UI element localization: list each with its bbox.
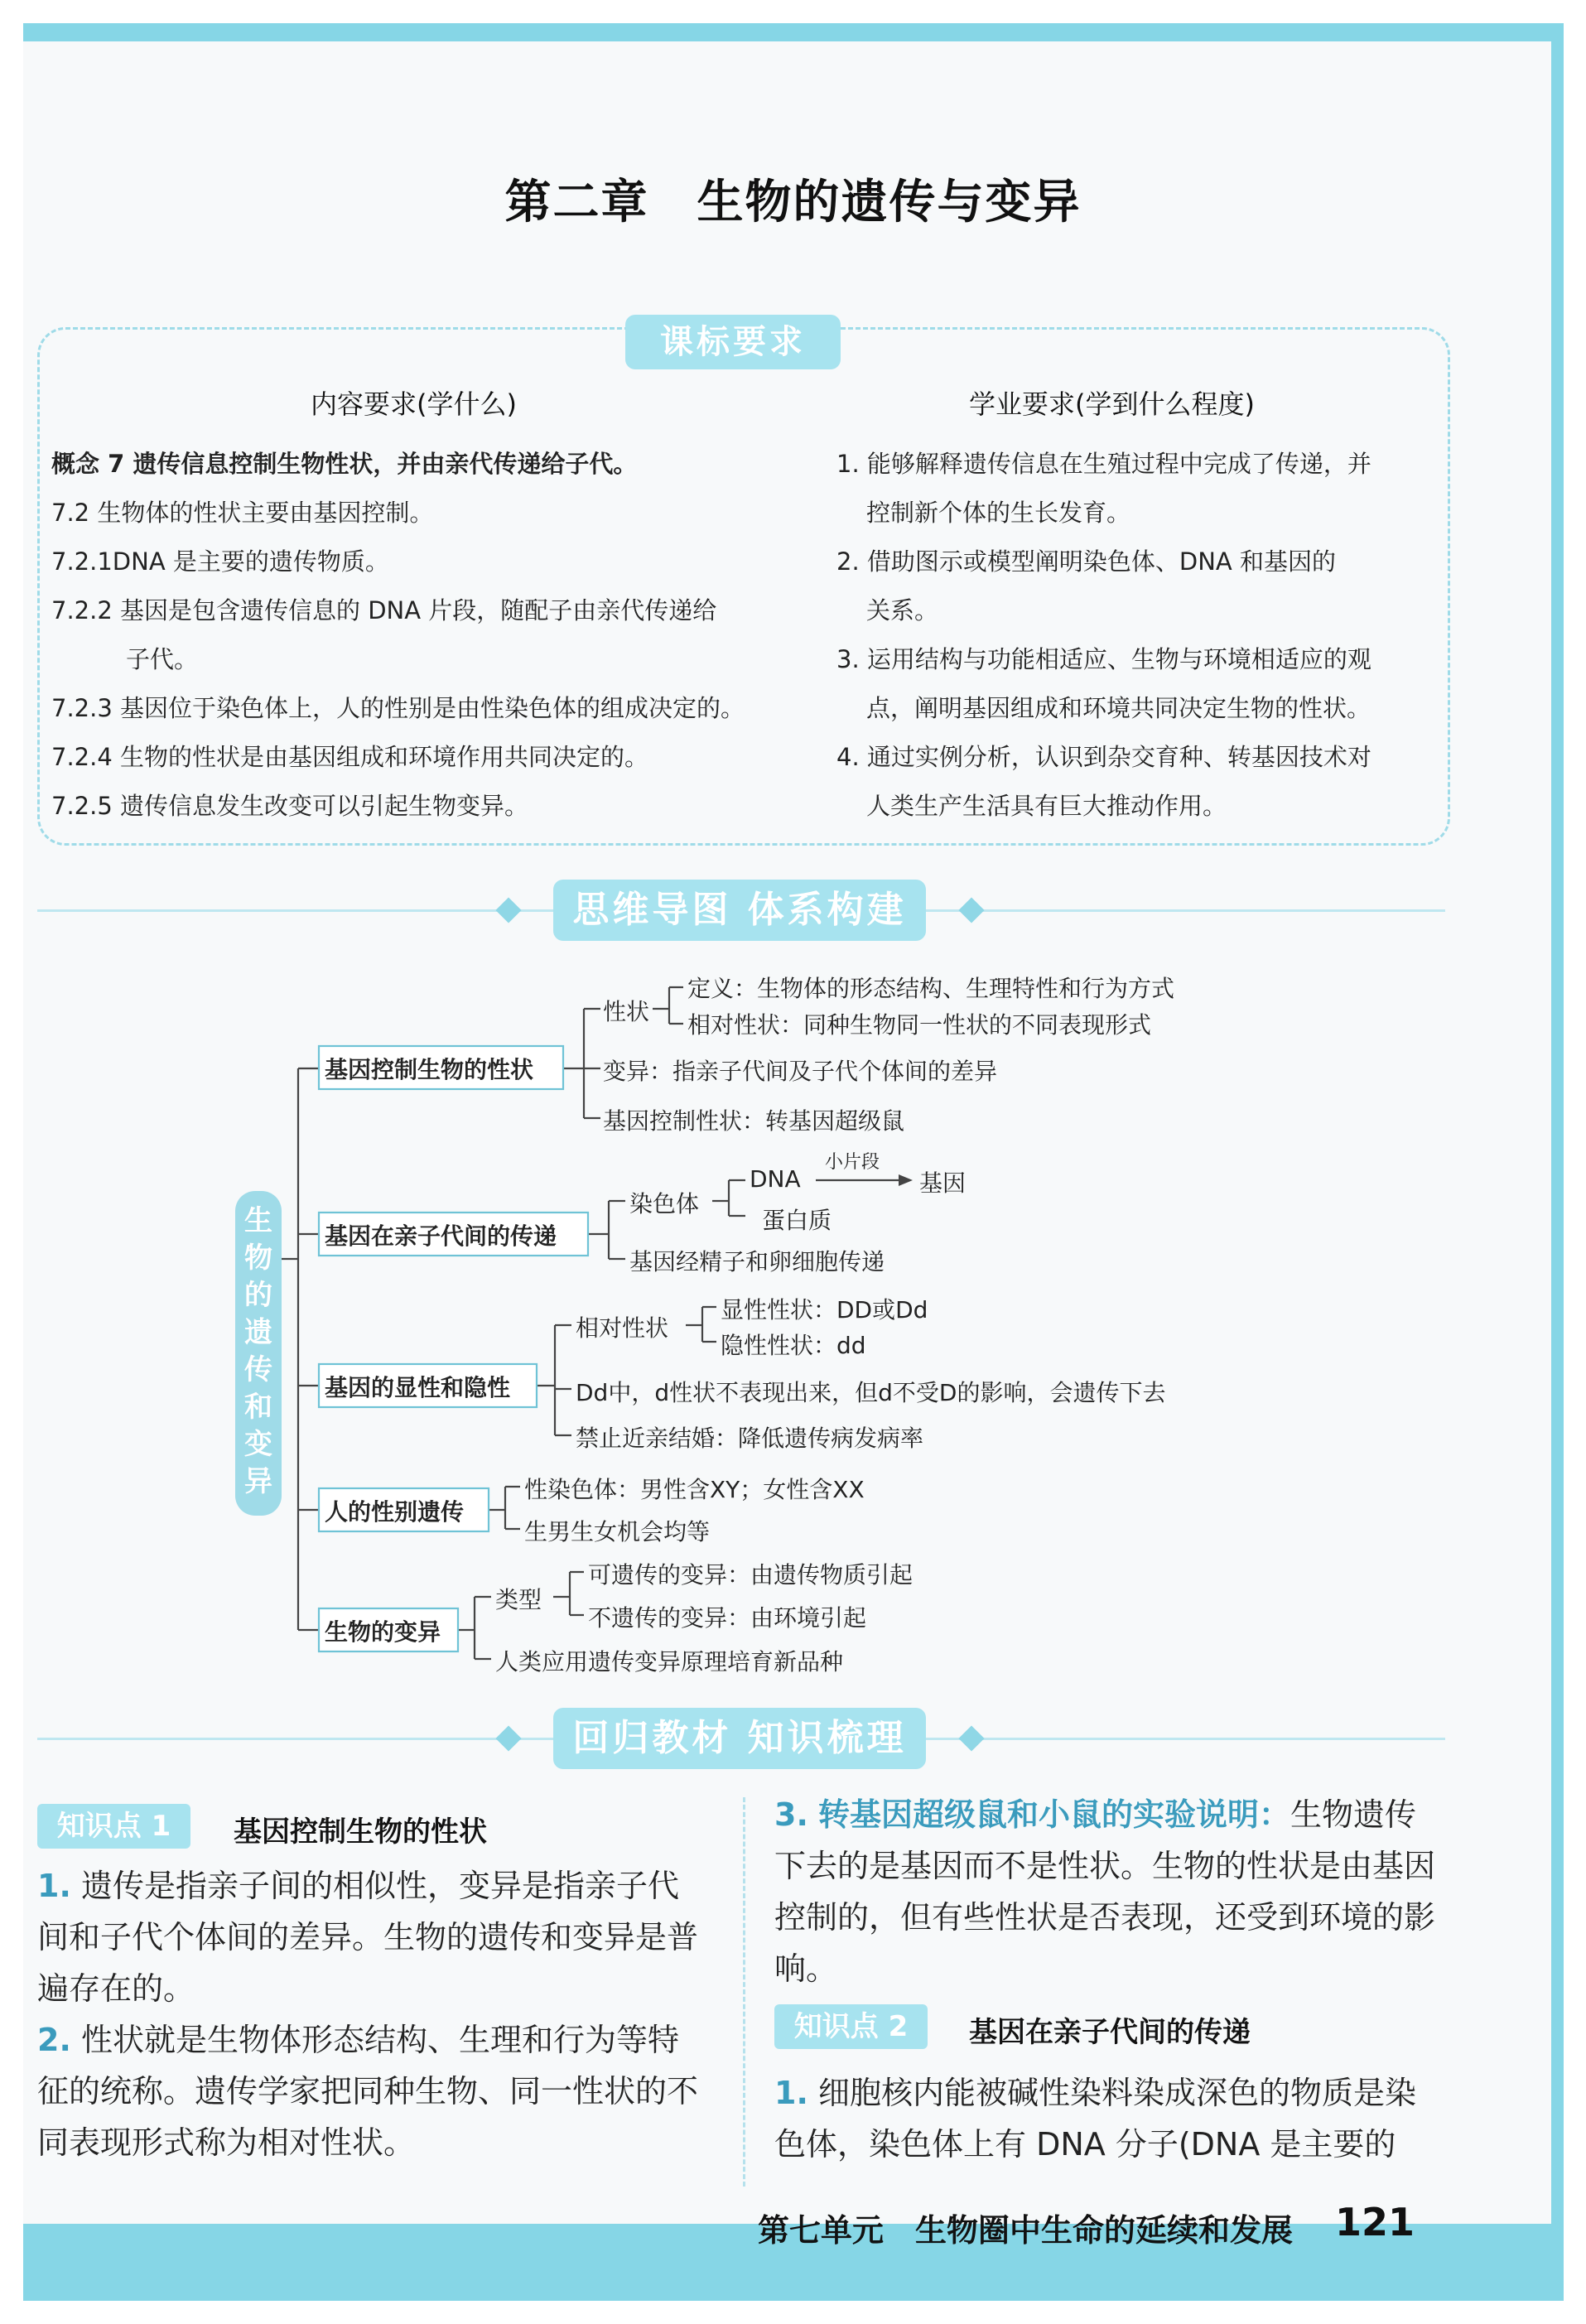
mindmap-node: 变异：指亲子代间及子代个体间的差异 xyxy=(603,1058,998,1085)
mindmap-node: 小片段 xyxy=(825,1152,880,1173)
list-item: 7.2.1DNA 是主要的遗传物质。 xyxy=(51,547,389,576)
mindmap-node: 性状 xyxy=(603,998,650,1025)
chapter-title: 第二章 生物的遗传与变异 xyxy=(504,175,1082,229)
mindmap-node: 隐性性状：dd xyxy=(721,1332,866,1359)
item-text: 生物遗传下去的是基因而不是性状。生物的性状是由基因控制的，但有些性状是否表现，还受到环境的影响。 xyxy=(774,1796,1436,1987)
list-item: 7.2.2 基因是包含遗传信息的 DNA 片段，随配子由亲代传递给 xyxy=(51,596,717,624)
list-item: 人类生产生活具有巨大推动作用。 xyxy=(866,792,1227,820)
list-item: 点，阐明基因组成和环境共同决定生物的性状。 xyxy=(866,694,1371,722)
item-text: 遗传是指亲子间的相似性，变异是指亲子代间和子代个体间的差异。生物的遗传和变异是普遍存在的。 xyxy=(37,1868,699,2007)
mindmap-node: 蛋白质 xyxy=(762,1207,832,1234)
knowledge-point-title: 基因控制生物的性状 xyxy=(234,1815,487,1849)
mindmap-node: 人类应用遗传变异原理培育新品种 xyxy=(495,1648,844,1675)
academic-requirements-header: 学业要求(学到什么程度) xyxy=(969,388,1255,420)
content-requirements-header: 内容要求(学什么) xyxy=(311,388,517,420)
mindmap-node: 可遗传的变异：由遗传物质引起 xyxy=(588,1561,914,1589)
item-highlight: 转基因超级鼠和小鼠的实验说明： xyxy=(817,1796,1290,1833)
review-banner: 回归教材 知识梳理 xyxy=(553,1708,926,1769)
mindmap-node: DNA xyxy=(750,1165,801,1193)
list-item: 7.2 生物体的性状主要由基因控制。 xyxy=(51,499,434,527)
mindmap-node: 显性性状：DD或Dd xyxy=(721,1296,928,1324)
list-item: 关系。 xyxy=(866,596,939,624)
mindmap-node: 基因经精子和卵细胞传递 xyxy=(629,1248,885,1275)
footer-unit: 第七单元 生物圈中生命的延续和发展 xyxy=(758,2212,1294,2249)
list-item xyxy=(37,1860,708,2014)
mindmap-node: 相对性状 xyxy=(576,1314,669,1342)
item-text: 细胞核内能被碱性染料染成深色的物质是染色体，染色体上有 DNA 分子(DNA 是主要的 xyxy=(774,2075,1416,2162)
knowledge-point-title: 基因在亲子代间的传递 xyxy=(969,2016,1251,2049)
list-item: 控制新个体的生长发育。 xyxy=(866,499,1131,527)
item-number: 3. xyxy=(774,1796,808,1833)
mindmap-branch: 基因在亲子代间的传递 xyxy=(325,1222,557,1250)
mindmap-banner: 思维导图 体系构建 xyxy=(553,880,926,941)
mindmap-node: 生男生女机会均等 xyxy=(524,1518,711,1545)
mindmap-node: 定义：生物体的形态结构、生理特性和行为方式 xyxy=(687,975,1175,1002)
list-item: 7.2.4 生物的性状是由基因组成和环境作用共同决定的。 xyxy=(51,743,649,771)
mindmap-node: 类型 xyxy=(495,1586,542,1613)
knowledge-point-tag: 知识点 2 xyxy=(774,2004,928,2049)
item-number: 2. xyxy=(37,2022,71,2058)
mindmap-branch: 生物的变异 xyxy=(325,1618,441,1646)
mindmap-node: 基因 xyxy=(919,1169,967,1197)
list-item: 1. 能够解释遗传信息在生殖过程中完成了传递，并 xyxy=(836,450,1371,478)
column-divider xyxy=(743,1797,745,2187)
mindmap-node: 禁止近亲结婚：降低遗传病发病率 xyxy=(576,1425,924,1452)
list-item: 4. 通过实例分析，认识到杂交育种、转基因技术对 xyxy=(836,743,1371,771)
mindmap-branch: 基因控制生物的性状 xyxy=(325,1056,534,1083)
mindmap-branch: 人的性别遗传 xyxy=(325,1498,465,1526)
mindmap-node: 性染色体：男性含XY；女性含XX xyxy=(524,1476,865,1503)
mindmap-node: 染色体 xyxy=(629,1190,700,1217)
list-item: 7.2.3 基因位于染色体上，人的性别是由性染色体的组成决定的。 xyxy=(51,694,745,722)
list-item xyxy=(774,2067,1445,2170)
list-item xyxy=(37,2014,708,2168)
list-item: 2. 借助图示或模型阐明染色体、DNA 和基因的 xyxy=(836,547,1336,576)
mindmap-node: 基因控制性状：转基因超级鼠 xyxy=(603,1107,905,1135)
item-number: 1. xyxy=(37,1868,71,1904)
mindmap-root: 生物的遗传和变异 xyxy=(244,1204,272,1498)
item-text: 性状就是生物体形态结构、生理和行为等特征的统称。遗传学家把同种生物、同一性状的不同表现形式称为相对性状。 xyxy=(37,2022,699,2161)
list-item: 子代。 xyxy=(126,645,199,673)
list-item: 3. 运用结构与功能相适应、生物与环境相适应的观 xyxy=(836,645,1371,673)
mindmap-node: 相对性状：同种生物同一性状的不同表现形式 xyxy=(687,1011,1152,1039)
knowledge-point-tag: 知识点 1 xyxy=(37,1804,190,1849)
mindmap-node: Dd中，d性状不表现出来，但d不受D的影响，会遗传下去 xyxy=(576,1379,1166,1406)
list-item xyxy=(774,1789,1445,1994)
requirements-banner: 课标要求 xyxy=(625,315,841,369)
item-number: 1. xyxy=(774,2075,808,2111)
list-item: 概念 7 遗传信息控制生物性状，并由亲代传递给子代。 xyxy=(51,450,638,478)
page-number: 121 xyxy=(1335,2200,1415,2244)
list-item: 7.2.5 遗传信息发生改变可以引起生物变异。 xyxy=(51,792,529,820)
mindmap-branch: 基因的显性和隐性 xyxy=(325,1374,511,1401)
mindmap-node: 不遗传的变异：由环境引起 xyxy=(588,1604,867,1632)
